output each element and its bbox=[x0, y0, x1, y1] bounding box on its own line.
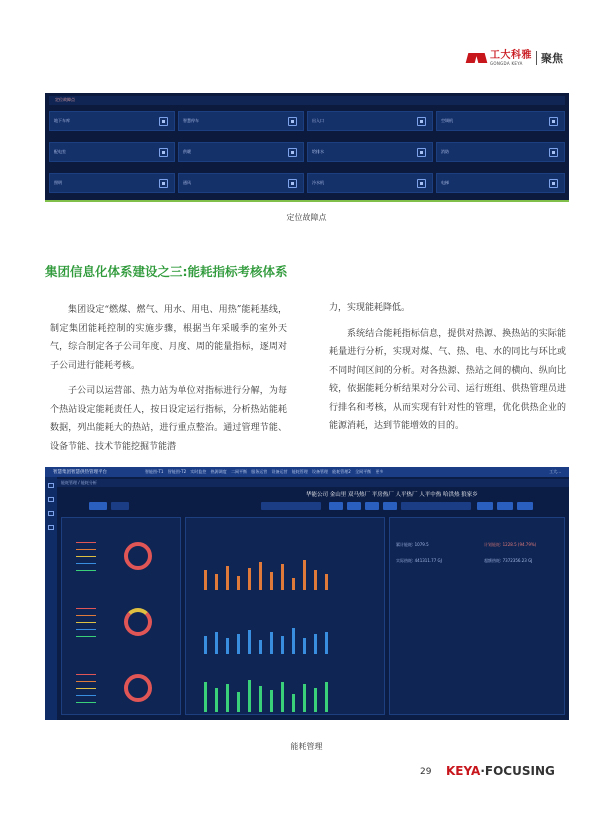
tile: 智慧停车 bbox=[178, 111, 304, 131]
paragraph: 集团设定“燃煤、燃气、用水、用电、用热”能耗基线，制定集团能耗控制的实施步骤，根据当年采暖季的室外天气，综合制定各子公司年度、月度、周的能量指标，逐周对子公司进行能耗考核。 bbox=[50, 305, 287, 371]
paragraph: 力，实现能耗降低。 bbox=[329, 303, 411, 313]
footer-brand: KEYA·FOCUSING bbox=[446, 764, 555, 778]
rating-panel bbox=[61, 517, 181, 715]
app-user: 工大... bbox=[549, 469, 561, 474]
device-icon bbox=[417, 179, 426, 188]
company-logo bbox=[467, 47, 567, 69]
tile: 电梯 bbox=[436, 173, 565, 193]
screenshot-title: 定位故障点 bbox=[55, 97, 75, 102]
device-icon bbox=[417, 148, 426, 157]
app-nav: 智能图-T1 智能图-T2 实时监控 热源调度 二网平衡 服务运营 设备运营 能耗管理 设备管理 能耗管理2 全网平衡 更多 bbox=[145, 469, 384, 474]
ring-chart bbox=[124, 608, 152, 636]
filter-toolbar bbox=[61, 502, 565, 512]
text-column-left bbox=[50, 301, 287, 456]
tile: 出入口 bbox=[307, 111, 433, 131]
app-title: 智慧集团智慧供热管理平台 bbox=[53, 470, 107, 475]
energy-management-screenshot bbox=[45, 467, 569, 720]
device-icon bbox=[288, 179, 297, 188]
tile: 照明 bbox=[49, 173, 175, 193]
legend bbox=[76, 674, 96, 709]
section-title: 集团信息化体系建设之三:能耗指标考核体系 bbox=[45, 264, 288, 279]
stat: 实际热耗: 441311.77 GJ bbox=[396, 558, 442, 563]
query-button-chip bbox=[477, 502, 493, 510]
device-icon bbox=[159, 148, 168, 157]
paragraph: 系统结合能耗指标信息，提供对热源、换热站的实际能耗量进行分析，实现对煤、气、热、电、水的同比与环比或不同时间区间的分析。对各热源、热站之间的横向、纵向比较，依据能耗分析结果对分公司、运行班组、供热管理员进行排名和考核，从而实现有针对性的管理，优化供热企业的能源消耗，达到节能增效的目的。 bbox=[329, 328, 566, 431]
breadcrumb: 能耗管理 / 能耗分析 bbox=[57, 479, 569, 487]
device-icon bbox=[288, 117, 297, 126]
bar-chart-power bbox=[204, 674, 328, 712]
option-chip bbox=[383, 502, 397, 510]
tile: 空调机 bbox=[436, 111, 565, 131]
stat: 累计能耗: 1079.5 bbox=[396, 542, 429, 547]
stat: 超额热耗: 7372356.23 GJ bbox=[484, 558, 533, 563]
page-number: 29 bbox=[420, 767, 432, 777]
ring-chart bbox=[124, 542, 152, 570]
divider bbox=[536, 51, 537, 65]
district-tabs: 华能公司 金山里 双马热厂 平房热厂 人平热厂 人平中热 哈洪热 狼家乡 bbox=[306, 492, 478, 498]
device-icon bbox=[549, 148, 558, 157]
app-top-bar bbox=[45, 467, 569, 477]
tile: 冷水机 bbox=[307, 173, 433, 193]
nav-icon bbox=[48, 511, 54, 516]
stat: 计划能耗: 1228.5 (94.79%) bbox=[484, 542, 537, 547]
nav-icon bbox=[48, 483, 54, 488]
stats-panel bbox=[389, 517, 565, 715]
fault-location-screenshot bbox=[45, 93, 569, 200]
nav-icon bbox=[48, 525, 54, 530]
tile: 配电室 bbox=[49, 142, 175, 162]
paragraph: 子公司以运营部、热力站为单位对指标进行分解，为每个热站设定能耗责任人，按日设定运行指标，分析热站能耗数据，列出能耗大的热站，进行重点整治。通过管理节能、设备节能、技术节能挖掘节能潜 bbox=[50, 386, 287, 452]
device-icon bbox=[549, 179, 558, 188]
device-icon bbox=[417, 117, 426, 126]
reset-button-chip bbox=[497, 502, 513, 510]
device-icon bbox=[159, 179, 168, 188]
device-icon bbox=[549, 117, 558, 126]
section-label: 聚焦 bbox=[541, 52, 563, 65]
brand-cn: 工大科雅 bbox=[490, 49, 532, 61]
tile: 地下车库 bbox=[49, 111, 175, 131]
app-sidebar bbox=[45, 477, 57, 720]
text-column-right bbox=[329, 299, 566, 436]
export-button-chip bbox=[517, 502, 533, 510]
option-chip bbox=[347, 502, 361, 510]
date-range-chip bbox=[401, 502, 471, 510]
option-chip bbox=[365, 502, 379, 510]
bar-chart-heat bbox=[204, 552, 328, 590]
screenshot-underline bbox=[45, 200, 569, 202]
option-chip bbox=[329, 502, 343, 510]
keya-logo-icon bbox=[467, 51, 487, 65]
legend bbox=[76, 542, 96, 577]
nav-icon bbox=[48, 497, 54, 502]
select-chip bbox=[261, 502, 321, 510]
tile: 通风 bbox=[178, 173, 304, 193]
legend bbox=[76, 608, 96, 643]
tile: 消防 bbox=[436, 142, 565, 162]
tile: 供暖 bbox=[178, 142, 304, 162]
bar-chart-panel bbox=[185, 517, 385, 715]
figure2-caption: 能耗管理 bbox=[290, 742, 323, 751]
device-icon bbox=[288, 148, 297, 157]
tab-chip bbox=[89, 502, 107, 510]
brand-en: GONGDA KEYA bbox=[490, 60, 523, 66]
device-icon bbox=[159, 117, 168, 126]
screenshot-title-bar bbox=[49, 96, 565, 105]
ring-chart bbox=[124, 674, 152, 702]
figure1-caption: 定位故障点 bbox=[286, 213, 327, 222]
tab-chip bbox=[111, 502, 129, 510]
bar-chart-water bbox=[204, 616, 328, 654]
tile: 给排水 bbox=[307, 142, 433, 162]
